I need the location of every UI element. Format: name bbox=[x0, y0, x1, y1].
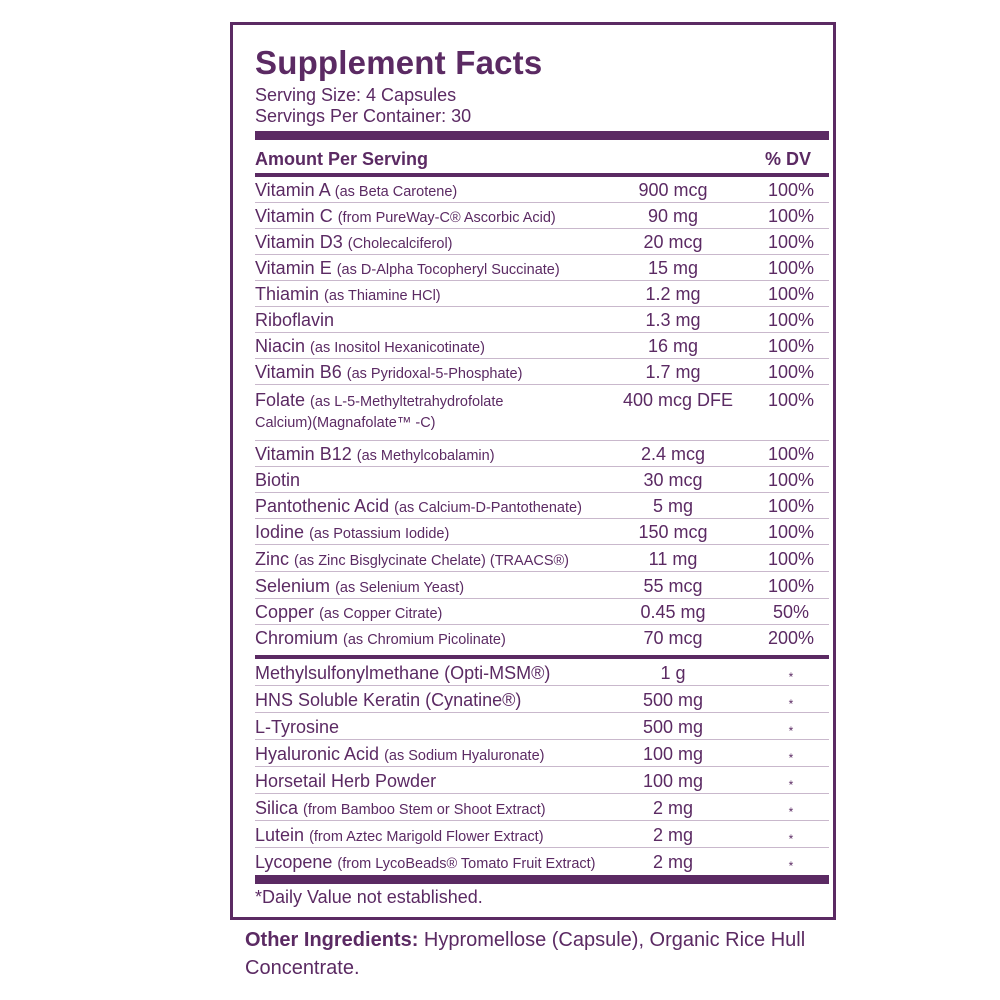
nutrient-name bbox=[255, 770, 436, 792]
nutrient-source: (from Bamboo Stem or Shoot Extract) bbox=[303, 802, 546, 818]
bottom-divider bbox=[255, 875, 829, 884]
nutrient-dv: 200% bbox=[767, 628, 815, 648]
nutrient-name-text: Lutein bbox=[255, 825, 305, 845]
nutrient-row bbox=[255, 572, 829, 599]
nutrient-dv: 100% bbox=[767, 362, 815, 382]
nutrient-dv: * bbox=[788, 778, 794, 792]
nutrient-source: (as Beta Carotene) bbox=[334, 184, 458, 200]
servings-per-container: Servings Per Container: 30 bbox=[255, 106, 472, 126]
nutrient-name bbox=[255, 257, 560, 281]
nutrient-name-text: Chromium bbox=[255, 628, 339, 648]
nutrient-name-text: Folate bbox=[255, 390, 306, 410]
other-ingredients-text: Hypromellose (Capsule), Organic Rice Hull Concentrate. bbox=[245, 929, 806, 979]
nutrient-source: (as D-Alpha Tocopheryl Succinate) bbox=[336, 262, 560, 278]
nutrient-name-text: Niacin bbox=[255, 336, 306, 356]
nutrient-name bbox=[255, 716, 339, 738]
nutrient-name bbox=[255, 601, 442, 625]
nutrient-name bbox=[255, 443, 495, 467]
nutrient-row bbox=[255, 307, 829, 333]
nutrient-amount: 11 mg bbox=[648, 549, 698, 569]
nutrient-amount: 500 mg bbox=[642, 690, 704, 710]
nutrient-name-text: Biotin bbox=[255, 470, 301, 490]
nutrient-dv: * bbox=[788, 751, 794, 765]
nutrient-name-text: Horsetail Herb Powder bbox=[255, 771, 437, 791]
nutrient-name-text: Vitamin B6 bbox=[255, 362, 342, 382]
nutrient-name-text: L-Tyrosine bbox=[255, 717, 340, 737]
nutrient-row bbox=[255, 686, 829, 713]
nutrient-name bbox=[255, 179, 457, 203]
nutrient-row bbox=[255, 599, 829, 625]
nutrient-name bbox=[255, 495, 582, 519]
nutrient-name bbox=[255, 662, 550, 684]
other-ingredients bbox=[245, 926, 815, 982]
nutrient-name bbox=[255, 851, 596, 875]
nutrient-source: (as L-5-Methyltetrahydrofolate bbox=[310, 394, 504, 410]
nutrient-amount: 500 mg bbox=[642, 717, 704, 737]
nutrient-name bbox=[255, 521, 449, 545]
panel-title: Supplement Facts bbox=[255, 44, 543, 81]
nutrient-source: (as Pyridoxal-5-Phosphate) bbox=[346, 366, 523, 382]
nutrient-amount: 100 mg bbox=[642, 744, 704, 764]
nutrient-source-line2: Calcium)(Magnafolate™ -C) bbox=[255, 415, 436, 431]
nutrient-name-text: HNS Soluble Keratin (Cynatine®) bbox=[255, 690, 522, 710]
nutrient-name bbox=[255, 797, 546, 821]
nutrient-dv: 100% bbox=[767, 206, 815, 226]
nutrient-dv: 100% bbox=[767, 444, 815, 464]
nutrient-row bbox=[255, 659, 829, 686]
nutrient-row bbox=[255, 519, 829, 545]
nutrient-source: (as Zinc Bisglycinate Chelate) (TRAACS®) bbox=[294, 553, 570, 569]
nutrient-amount: 0.45 mg bbox=[640, 602, 706, 622]
nutrient-name bbox=[255, 335, 485, 359]
nutrient-row bbox=[255, 441, 829, 467]
nutrient-amount: 900 mcg bbox=[638, 180, 708, 200]
nutrient-dv: 100% bbox=[767, 180, 815, 200]
nutrient-dv: 100% bbox=[767, 310, 815, 330]
nutrient-source: (as Calcium-D-Pantothenate) bbox=[394, 500, 582, 516]
nutrient-name bbox=[255, 205, 556, 229]
footnote: *Daily Value not established. bbox=[255, 887, 483, 907]
nutrient-source: (as Thiamine HCl) bbox=[324, 288, 441, 304]
nutrient-dv: 100% bbox=[767, 576, 815, 596]
nutrient-dv: 100% bbox=[767, 232, 815, 252]
nutrient-name bbox=[255, 469, 300, 491]
nutrient-row bbox=[255, 229, 829, 255]
nutrient-amount: 16 mg bbox=[647, 336, 699, 356]
nutrient-row bbox=[255, 848, 829, 875]
nutrient-name-text: Silica bbox=[255, 798, 299, 818]
nutrient-source: (as Selenium Yeast) bbox=[335, 580, 465, 596]
nutrient-source: (as Inositol Hexanicotinate) bbox=[310, 340, 485, 356]
nutrient-row bbox=[255, 545, 829, 572]
nutrient-row bbox=[255, 740, 829, 767]
nutrient-row bbox=[255, 821, 829, 848]
nutrient-amount: 100 mg bbox=[642, 771, 704, 791]
serving-size: Serving Size: 4 Capsules bbox=[255, 85, 457, 105]
nutrient-source: (as Sodium Hyaluronate) bbox=[384, 748, 545, 764]
nutrient-row bbox=[255, 255, 829, 281]
nutrient-source: (from PureWay-C® Ascorbic Acid) bbox=[337, 210, 556, 226]
nutrient-dv: 100% bbox=[767, 549, 815, 569]
nutrient-amount: 400 mcg DFE bbox=[623, 390, 734, 410]
nutrient-name-text: Iodine bbox=[255, 522, 305, 542]
nutrient-source: (from Aztec Marigold Flower Extract) bbox=[309, 829, 544, 845]
nutrient-row bbox=[255, 203, 829, 229]
nutrient-name-text: Lycopene bbox=[255, 852, 333, 872]
nutrient-source: (as Chromium Picolinate) bbox=[343, 632, 506, 648]
nutrient-row bbox=[255, 625, 829, 651]
thick-divider bbox=[255, 131, 829, 140]
nutrient-name-text: Vitamin E bbox=[255, 258, 332, 278]
nutrient-dv: * bbox=[788, 697, 794, 711]
nutrient-dv: 50% bbox=[772, 602, 810, 622]
nutrient-row bbox=[255, 281, 829, 307]
nutrient-dv: 100% bbox=[767, 284, 815, 304]
nutrient-amount: 2.4 mcg bbox=[640, 444, 706, 464]
nutrient-name-text: Pantothenic Acid bbox=[255, 496, 390, 516]
nutrient-dv: 100% bbox=[767, 258, 815, 278]
nutrient-amount: 2 mg bbox=[652, 852, 694, 872]
nutrient-name bbox=[255, 389, 503, 413]
nutrient-name bbox=[255, 824, 544, 848]
nutrient-amount: 2 mg bbox=[652, 825, 694, 845]
nutrient-name-text: Copper bbox=[255, 602, 315, 622]
nutrient-dv: 100% bbox=[767, 336, 815, 356]
nutrient-row bbox=[255, 359, 829, 385]
nutrient-name-text: Zinc bbox=[255, 549, 290, 569]
nutrient-row bbox=[255, 385, 829, 441]
nutrient-source: (as Methylcobalamin) bbox=[356, 448, 495, 464]
nutrient-name bbox=[255, 575, 464, 599]
nutrient-name-text: Vitamin D3 bbox=[255, 232, 343, 252]
amount-per-serving-header: Amount Per Serving bbox=[255, 149, 429, 169]
nutrient-name-text: Thiamin bbox=[255, 284, 320, 304]
nutrient-amount: 150 mcg bbox=[638, 522, 708, 542]
nutrient-dv: 100% bbox=[767, 390, 815, 410]
nutrient-name-text: Vitamin A bbox=[255, 180, 330, 200]
nutrient-name-text: Vitamin B12 bbox=[255, 444, 352, 464]
nutrient-name-text: Methylsulfonylmethane (Opti-MSM®) bbox=[255, 663, 551, 683]
nutrient-name bbox=[255, 743, 544, 767]
nutrient-name bbox=[255, 309, 334, 331]
nutrient-amount: 1.3 mg bbox=[645, 310, 701, 330]
nutrient-dv: * bbox=[788, 805, 794, 819]
nutrient-dv: * bbox=[788, 859, 794, 873]
nutrient-amount: 1.2 mg bbox=[645, 284, 701, 304]
nutrient-row bbox=[255, 713, 829, 740]
nutrient-row bbox=[255, 794, 829, 821]
nutrient-row bbox=[255, 767, 829, 794]
nutrient-source: (from LycoBeads® Tomato Fruit Extract) bbox=[337, 856, 596, 872]
nutrient-source: (Cholecalciferol) bbox=[347, 236, 453, 252]
nutrient-dv: 100% bbox=[767, 496, 815, 516]
nutrient-dv: * bbox=[788, 670, 794, 684]
nutrient-name bbox=[255, 689, 521, 711]
nutrient-amount: 15 mg bbox=[647, 258, 699, 278]
nutrient-row bbox=[255, 333, 829, 359]
nutrient-amount: 30 mcg bbox=[643, 470, 703, 490]
nutrient-dv: 100% bbox=[767, 522, 815, 542]
nutrient-source: (as Potassium Iodide) bbox=[309, 526, 450, 542]
nutrient-name bbox=[255, 548, 569, 572]
nutrient-amount: 1 g bbox=[660, 663, 686, 683]
nutrient-dv: 100% bbox=[767, 470, 815, 490]
nutrient-name bbox=[255, 231, 453, 255]
nutrient-row bbox=[255, 177, 829, 203]
supplement-facts-panel bbox=[230, 22, 836, 920]
nutrient-name bbox=[255, 627, 506, 651]
nutrient-amount: 55 mcg bbox=[643, 576, 703, 596]
other-ingredients-label: Other Ingredients: bbox=[245, 929, 419, 951]
nutrient-name bbox=[255, 361, 522, 385]
nutrient-name-text: Riboflavin bbox=[255, 310, 335, 330]
nutrient-amount: 2 mg bbox=[652, 798, 694, 818]
nutrient-amount: 5 mg bbox=[652, 496, 694, 516]
nutrient-name-text: Selenium bbox=[255, 576, 331, 596]
nutrient-amount: 90 mg bbox=[647, 206, 699, 226]
nutrient-row bbox=[255, 493, 829, 519]
nutrient-amount: 70 mcg bbox=[643, 628, 703, 648]
nutrient-name-text: Hyaluronic Acid bbox=[255, 744, 380, 764]
nutrient-amount: 1.7 mg bbox=[645, 362, 701, 382]
nutrient-dv: * bbox=[788, 724, 794, 738]
nutrient-row bbox=[255, 467, 829, 493]
nutrient-amount: 20 mcg bbox=[643, 232, 703, 252]
nutrient-source: (as Copper Citrate) bbox=[319, 606, 443, 622]
nutrient-dv: * bbox=[788, 832, 794, 846]
nutrient-name bbox=[255, 283, 441, 307]
dv-header: % DV bbox=[765, 149, 812, 169]
nutrient-name-text: Vitamin C bbox=[255, 206, 333, 226]
